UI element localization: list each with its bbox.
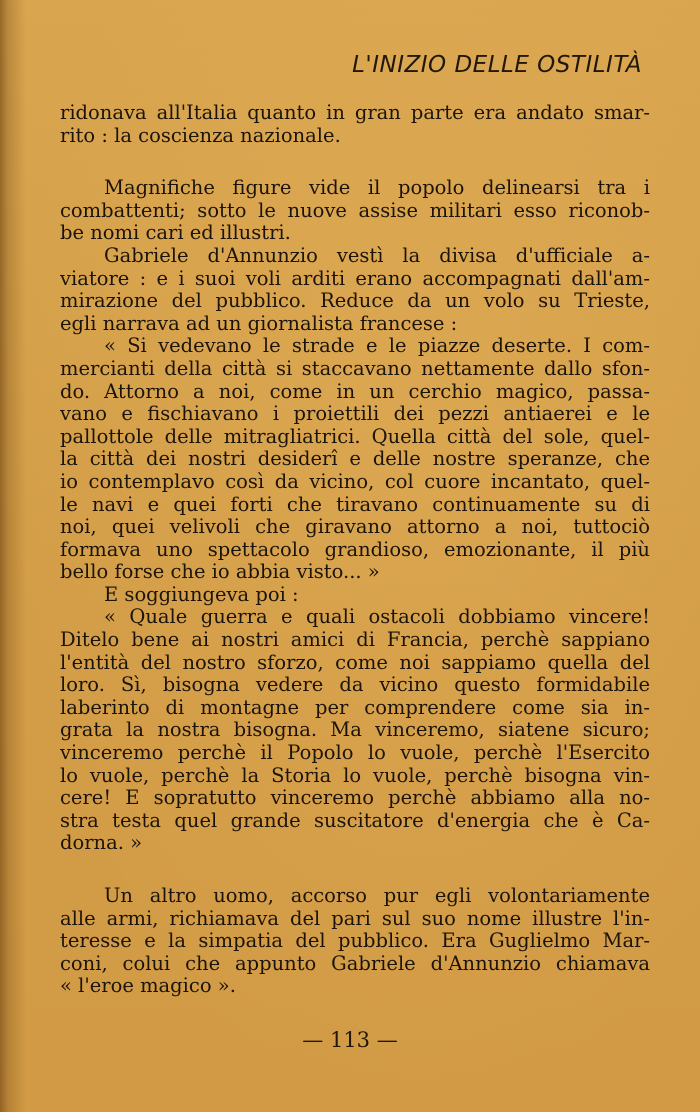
text-line: io contemplavo così da vicino, col cuore incantato, quel- (60, 470, 650, 493)
text-line: mercianti della città si staccavano nettamente dallo sfon- (60, 357, 650, 380)
text-line: l'entità del nostro sforzo, come noi sappiamo quella del (60, 651, 650, 674)
text-line: coni, colui che appunto Gabriele d'Annunzio chiamava (60, 952, 650, 975)
text-line: viatore : e i suoi voli arditi erano accompagnati dall'am- (60, 267, 650, 290)
text-line: Un altro uomo, accorso pur egli volontariamente (104, 885, 650, 907)
text-line: rito : la coscienza nazionale. (60, 124, 341, 147)
text-line: mirazione del pubblico. Reduce da un volo su Trieste, (60, 290, 650, 313)
text-line: Ditelo bene ai nostri amici di Francia, perchè sappiano (60, 629, 650, 652)
text-line: « Si vedevano le strade e le piazze deserte. I com- (104, 335, 650, 358)
text-line: alle armi, richiamava del pari sul suo nome illustre l'in- (60, 907, 650, 930)
body-text (60, 102, 650, 998)
text-line: bello forse che io abbia visto... » (60, 561, 380, 584)
paragraph (60, 335, 650, 584)
paragraph (60, 177, 650, 245)
text-line: ridonava all'Italia quanto in gran parte era andato smar- (60, 102, 650, 124)
paragraph (60, 584, 650, 607)
text-line: la città dei nostri desiderî e delle nostre speranze, che (60, 448, 650, 471)
text-line: loro. Sì, bisogna vedere da vicino questo formidabile (60, 674, 650, 697)
text-line: vano e fischiavano i proiettili dei pezzi antiaerei e le (60, 403, 650, 426)
section-break (60, 147, 650, 177)
text-line: Gabriele d'Annunzio vestì la divisa d'ufficiale a- (104, 244, 650, 267)
text-line: Magnifiche figure vide il popolo delinearsi tra i (104, 177, 650, 200)
text-line: lo vuole, perchè la Storia lo vuole, perchè bisogna vin- (60, 764, 650, 787)
text-line: cere! E sopratutto vinceremo perchè abbiamo alla no- (60, 787, 650, 810)
text-line: dorna. » (60, 832, 143, 855)
paragraph (60, 606, 650, 855)
text-line: E soggiungeva poi : (104, 583, 299, 606)
text-line: do. Attorno a noi, come in un cerchio magico, passa- (60, 380, 650, 403)
text-line: teresse e la simpatia del pubblico. Era Guglielmo Mar- (60, 930, 650, 953)
text-line: « Quale guerra e quali ostacoli dobbiamo vincere! (104, 606, 650, 629)
section-break (60, 855, 650, 885)
paragraph (60, 102, 650, 147)
text-line: be nomi cari ed illustri. (60, 222, 291, 245)
text-line: « l'eroe magico ». (60, 975, 236, 998)
paragraph (60, 885, 650, 998)
text-line: laberinto di montagne per comprendere come sia in- (60, 696, 650, 719)
text-line: combattenti; sotto le nuove assise militari esso riconob- (60, 199, 650, 222)
paragraph (60, 245, 650, 335)
text-line: le navi e quei forti che tiravano continuamente su di (60, 493, 650, 516)
text-line: vinceremo perchè il Popolo lo vuole, perchè l'Esercito (60, 742, 650, 765)
running-head: L'INIZIO DELLE OSTILITÀ (352, 52, 642, 78)
text-line: noi, quei velivoli che giravano attorno a noi, tuttociò (60, 516, 650, 539)
text-line: formava uno spettacolo grandioso, emozionante, il più (60, 538, 650, 561)
page-number: — 113 — (302, 1028, 398, 1052)
text-line: stra testa quel grande suscitatore d'energia che è Ca- (60, 809, 650, 832)
text-line: egli narrava ad un giornalista francese : (60, 312, 458, 335)
text-line: grata la nostra bisogna. Ma vinceremo, siatene sicuro; (60, 719, 650, 742)
text-line: pallottole delle mitragliatrici. Quella città del sole, quel- (60, 425, 650, 448)
